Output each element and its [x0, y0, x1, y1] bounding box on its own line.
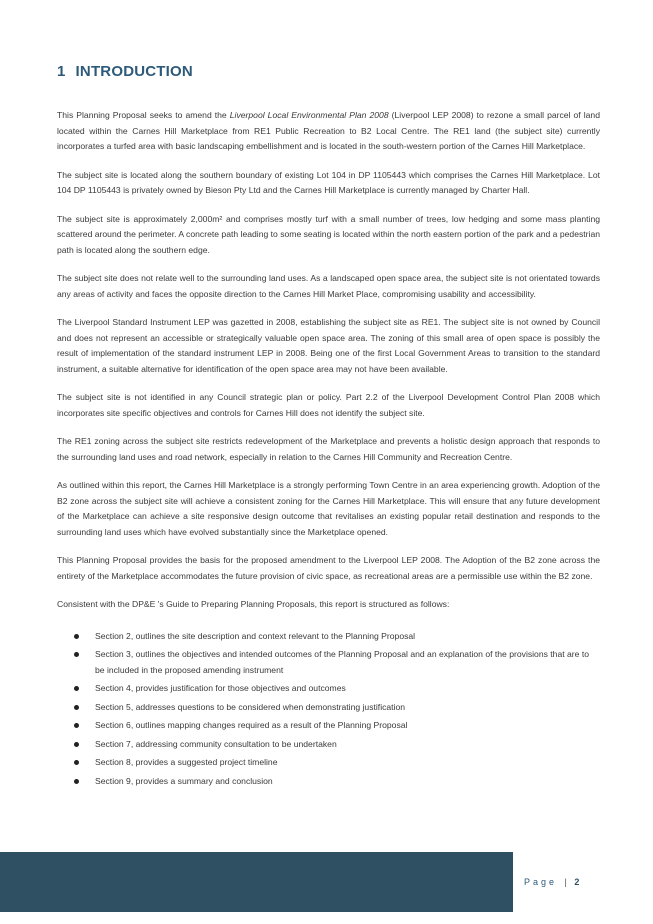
list-item [57, 700, 600, 716]
list-item [57, 737, 600, 753]
list-item [57, 718, 600, 734]
paragraph-1-text-b: (Liverpool LEP 2008) to rezone a small parcel of land located within the Carnes Hill Marketplace from RE1 Public Recreation to B2 Local Centre. The RE1 land (the subject site) currently incorporates a turfed area with basic landscaping embellishment and is located in the south-western portion of the Carnes Hill Marketplace. [57, 110, 600, 151]
paragraph-8: As outlined within this report, the Carnes Hill Marketplace is a strongly performing Town Centre in an area experiencing growth. Adoption of the B2 zone across the subject site will achieve a consistent zoning for the Carnes Hill Marketplace. This will ensure that any future development of the Marketplace can achieve a site responsive design outcome that revitalises an existing popular retail destination and responds to the surrounding land uses which have evolved substantially since the Marketplace opened. [57, 480, 600, 537]
bullet-icon [74, 652, 79, 657]
paragraph-1-text-a: This Planning Proposal seeks to amend the [57, 110, 230, 120]
list-item-text: Section 6, outlines mapping changes required as a result of the Planning Proposal [95, 720, 408, 730]
list-item [57, 647, 600, 678]
body-text [57, 108, 600, 792]
bullet-icon [74, 723, 79, 728]
paragraph-5: The Liverpool Standard Instrument LEP was gazetted in 2008, establishing the subject site as RE1. The subject site is not owned by Council and does not represent an accessible or strategically valuable open space area. The zoning of this small area of open space is possibly the result of implementation of the standard instrument LEP in 2008. Being one of the first Local Government Areas to transition to the standard instrument, a suitable alternative for identification of the open space area may not have been available. [57, 317, 600, 374]
footer-band [0, 852, 513, 912]
page-label: Page [524, 877, 558, 887]
page-number: 2 [574, 877, 580, 887]
list-item-text: Section 7, addressing community consultation to be undertaken [95, 738, 337, 749]
plan-title-emphasis: Liverpool Local Environmental Plan 2008 [229, 110, 389, 120]
paragraph-1 [57, 108, 600, 155]
bullet-icon [74, 634, 79, 639]
list-item [57, 755, 600, 771]
list-item-text: Section 2, outlines the site description and context relevant to the Planning Proposal [95, 630, 416, 641]
section-number: 1 [57, 63, 66, 80]
page-number-footer [524, 877, 579, 887]
section-title: INTRODUCTION [75, 63, 193, 80]
paragraph-10: Consistent with the DP&E 's Guide to Preparing Planning Proposals, this report is structured as follows: [57, 599, 450, 609]
paragraph-4: The subject site does not relate well to the surrounding land uses. As a landscaped open space area, the subject site is not orientated towards any areas of activity and faces the opposite direction to the Carnes Hill Market Place, compromising usability and accessibility. [57, 273, 600, 299]
list-item [57, 681, 600, 697]
list-item-text: Section 3, outlines the objectives and intended outcomes of the Planning Proposal and an explanation of the provisions that are to be included in the proposed amending instrument [95, 649, 589, 675]
page-separator: | [564, 877, 567, 887]
list-item [57, 629, 600, 645]
bullet-icon [74, 742, 79, 747]
paragraph-6: The subject site is not identified in any Council strategic plan or policy. Part 2.2 of the Liverpool Development Control Plan 2008 which incorporates site specific objectives and controls for Carnes Hill does not identify the subject site. [57, 392, 600, 418]
section-heading [57, 63, 193, 80]
paragraph-2: The subject site is located along the southern boundary of existing Lot 104 in DP 1105443 which comprises the Carnes Hill Marketplace. Lot 104 DP 1105443 is privately owned by Bieson Pty Ltd and the Carnes Hill Marketplace is currently managed by Charter Hall. [57, 169, 600, 195]
paragraph-3: The subject site is approximately 2,000m² and comprises mostly turf with a small number of trees, low hedging and some mass planting scattered around the perimeter. A concrete path leading to some seating is located within the north eastern portion of the park and a pedestrian path is located along the southern edge. [57, 213, 600, 255]
structure-list [57, 629, 600, 790]
list-item-text: Section 5, addresses questions to be considered when demonstrating justification [95, 701, 406, 712]
bullet-icon [74, 779, 79, 784]
bullet-icon [74, 760, 79, 765]
paragraph-9: This Planning Proposal provides the basis for the proposed amendment to the Liverpool LEP 2008. The Adoption of the B2 zone across the entirety of the Marketplace accommodates the future provision of civic space, as recreational areas are a permissible use within the B2 zone. [57, 555, 600, 581]
paragraph-7: The RE1 zoning across the subject site restricts redevelopment of the Marketplace and prevents a holistic design approach that responds to the surrounding land uses and road network, especially in relation to the Carnes Hill Community and Recreation Centre. [57, 436, 600, 462]
list-item-text: Section 8, provides a suggested project timeline [95, 757, 278, 767]
list-item-text: Section 9, provides a summary and conclusion [95, 775, 273, 786]
bullet-icon [74, 705, 79, 710]
bullet-icon [74, 686, 79, 691]
list-item [57, 774, 600, 790]
list-item-text: Section 4, provides justification for those objectives and outcomes [95, 683, 346, 693]
